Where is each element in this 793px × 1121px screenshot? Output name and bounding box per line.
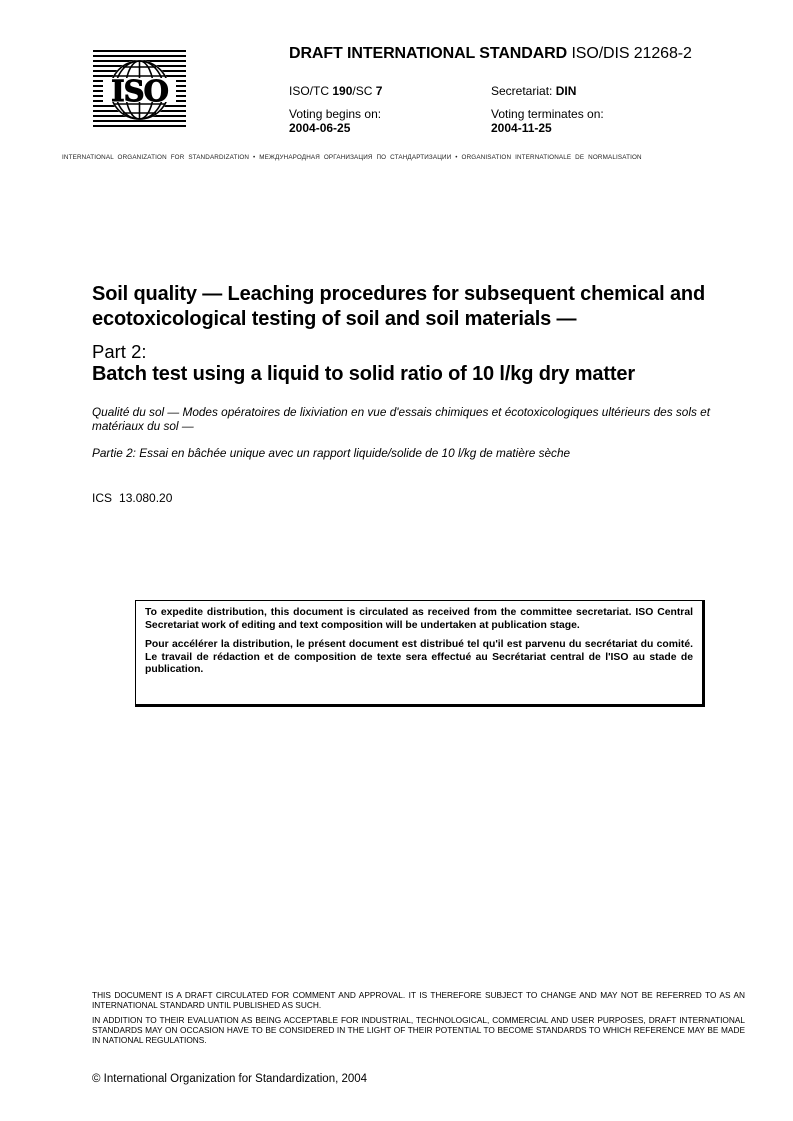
voting-begins-label: Voting begins on:	[289, 107, 382, 121]
copyright-notice: © International Organization for Standardization, 2004	[92, 1073, 368, 1085]
document-reference: ISO/DIS 21268-2	[571, 45, 692, 62]
distribution-notice-box	[135, 600, 705, 707]
notice-english: To expedite distribution, this document is circulated as received from the committee secretariat. ISO Central Secretariat work of editing and text composition will be undertaken at publication stage.	[145, 607, 693, 631]
disclaimer-paragraph-2: IN ADDITION TO THEIR EVALUATION AS BEING ACCEPTABLE FOR INDUSTRIAL, TECHNOLOGICAL, COMMERCIAL AND USER PURPOSES, DRAFT INTERNATIONAL STANDARDS MAY ON OCCASION HAVE TO BE CONSIDERED IN THE LIGHT OF THEIR POTENTIAL TO BECOME STANDARDS TO WHICH REFERENCE MAY BE MADE IN NATIONAL REGULATIONS.	[92, 1015, 745, 1045]
part-title: Batch test using a liquid to solid ratio of 10 l/kg dry matter	[92, 363, 636, 385]
committee-tc-number: 190	[332, 84, 353, 98]
french-title-main: Qualité du sol — Modes opératoires de lixiviation en vue d'essais chimiques et écotoxicologiques ultérieurs des sols et matériaux du sol —	[92, 405, 710, 433]
voting-terminates-date: 2004-11-25	[491, 121, 552, 135]
committee-reference	[289, 84, 382, 98]
svg-text:ISO: ISO	[111, 74, 168, 108]
ics-classification	[92, 491, 172, 505]
secretariat-value: DIN	[555, 84, 577, 98]
secretariat	[491, 84, 576, 98]
document-type-heading	[289, 45, 692, 63]
voting-terminates-label: Voting terminates on:	[491, 107, 604, 121]
committee-sc-prefix: /SC	[352, 84, 376, 98]
iso-logo-icon	[93, 50, 186, 130]
voting-begins	[289, 107, 381, 135]
disclaimer-paragraph-1: THIS DOCUMENT IS A DRAFT CIRCULATED FOR COMMENT AND APPROVAL. IT IS THEREFORE SUBJECT TO CHANGE AND MAY NOT BE REFERRED TO AS AN INTERNATIONAL STANDARD UNTIL PUBLISHED AS SUCH.	[92, 990, 745, 1010]
draft-disclaimer	[92, 990, 745, 1050]
voting-terminates	[491, 107, 604, 135]
notice-french: Pour accélérer la distribution, le présent document est distribué tel qu'il est parvenu du secrétariat du comité. Le travail de rédaction et de composition de texte sera effectué au Secrétariat central de l'ISO au stade de publication.	[145, 639, 693, 675]
document-type: DRAFT INTERNATIONAL STANDARD	[289, 45, 568, 62]
organization-names-line: INTERNATIONAL ORGANIZATION FOR STANDARDIZATION • МЕЖДУНАРОДНАЯ ОРГАНИЗАЦИЯ ПО СТАНДАРТИЗАЦИИ • ORGANISATION INTERNATIONALE DE NORMALISATION	[62, 154, 642, 161]
ics-value: 13.080.20	[119, 491, 173, 505]
committee-sc-number: 7	[375, 84, 383, 98]
secretariat-label: Secretariat:	[491, 84, 556, 98]
iso-logo	[93, 50, 186, 130]
voting-begins-date: 2004-06-25	[289, 121, 351, 135]
document-title-main: Soil quality — Leaching procedures for subsequent chemical and ecotoxicological testing of soil and soil materials —	[92, 283, 706, 330]
french-part-title: Partie 2: Essai en bâchée unique avec un rapport liquide/solide de 10 l/kg de matière sèche	[92, 446, 571, 460]
ics-label: ICS	[92, 491, 113, 505]
committee-prefix: ISO/TC	[289, 84, 333, 98]
part-label: Part 2:	[92, 341, 147, 362]
